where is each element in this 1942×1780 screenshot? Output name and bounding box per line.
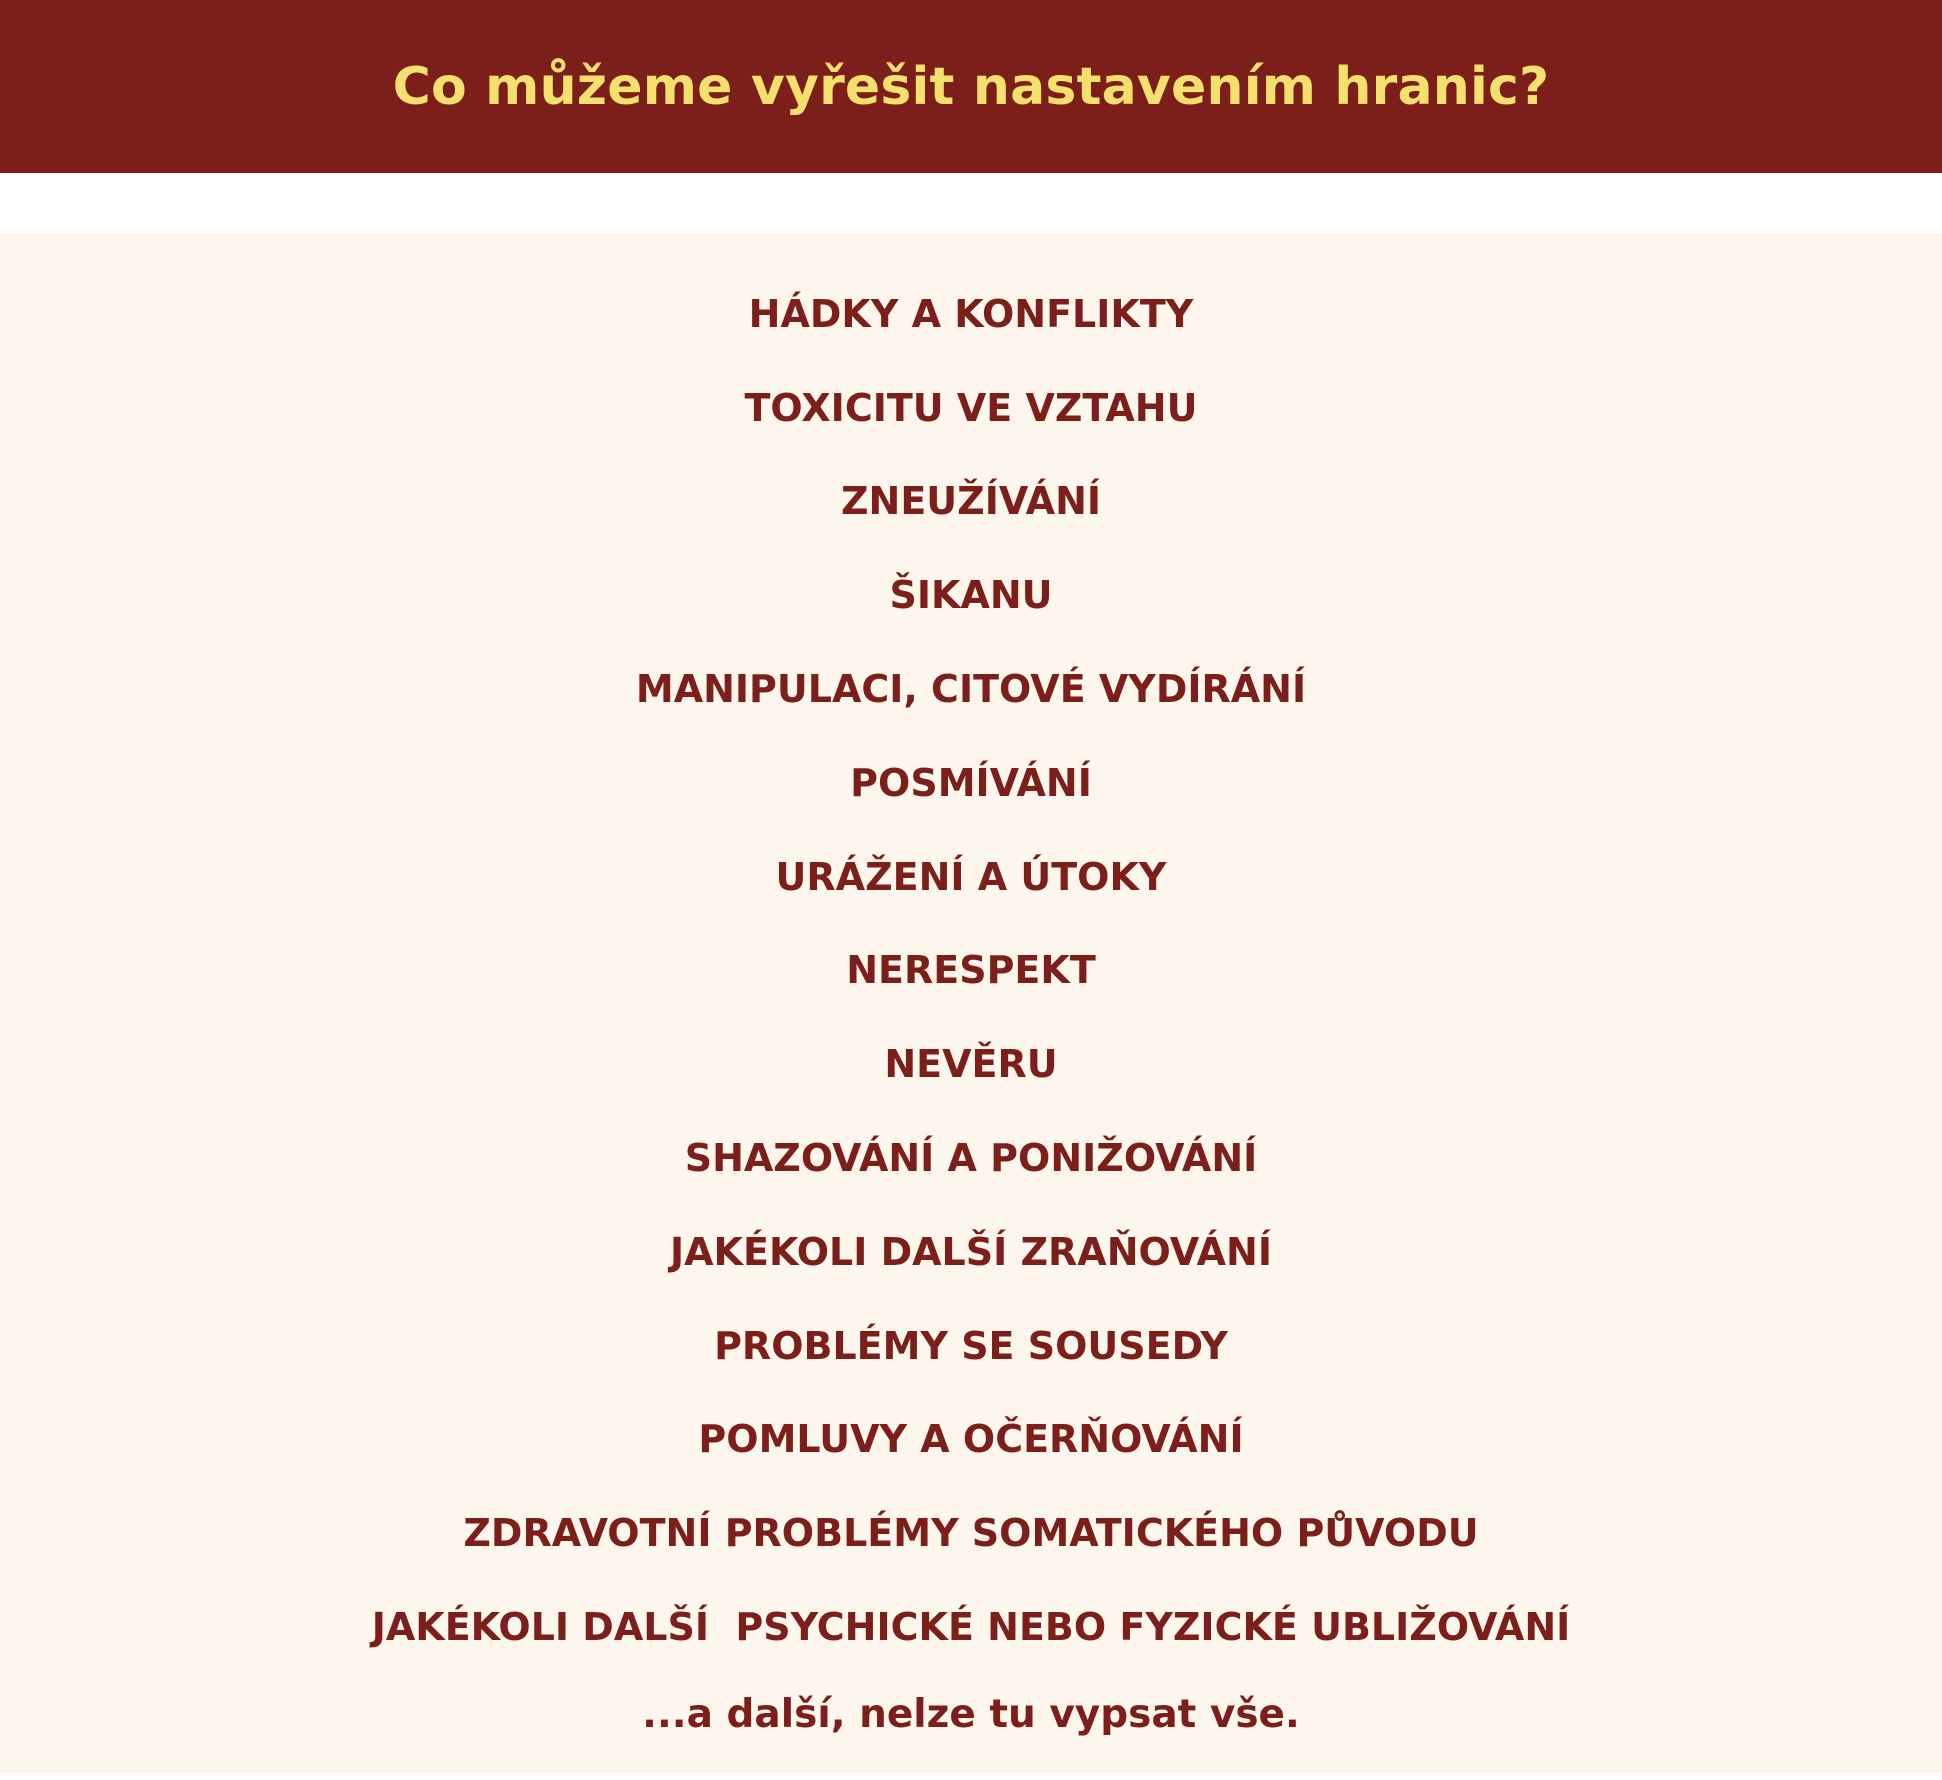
list-item: JAKÉKOLI DALŠÍ PSYCHICKÉ NEBO FYZICKÉ UBLIŽOVÁNÍ (371, 1605, 1571, 1650)
header-bar (0, 0, 1942, 173)
list-item: ŠIKANU (889, 573, 1053, 618)
list-item: MANIPULACI, CITOVÉ VYDÍRÁNÍ (635, 667, 1307, 712)
issue-list (0, 267, 1942, 1674)
list-item: NERESPEKT (846, 948, 1096, 993)
list-item: HÁDKY A KONFLIKTY (748, 291, 1194, 336)
list-item: ZNEUŽÍVÁNÍ (840, 479, 1102, 524)
spacer (0, 173, 1942, 233)
list-item: ZDRAVOTNÍ PROBLÉMY SOMATICKÉHO PŮVODU (463, 1511, 1479, 1556)
list-item: POMLUVY A OČERŇOVÁNÍ (698, 1417, 1244, 1462)
list-item: PROBLÉMY SE SOUSEDY (714, 1323, 1228, 1368)
list-item: NEVĚRU (884, 1042, 1058, 1087)
list-item: POSMÍVÁNÍ (850, 760, 1092, 805)
page-title: Co můžeme vyřešit nastavením hranic? (392, 56, 1550, 117)
closing-note: ...a další, nelze tu vypsat vše. (642, 1691, 1300, 1737)
list-item: JAKÉKOLI DALŠÍ ZRAŇOVÁNÍ (670, 1229, 1272, 1274)
list-item: URÁŽENÍ A ÚTOKY (775, 854, 1167, 899)
list-item: SHAZOVÁNÍ A PONIŽOVÁNÍ (684, 1136, 1258, 1181)
issues-panel (0, 233, 1942, 1773)
list-item: TOXICITU VE VZTAHU (744, 385, 1198, 430)
